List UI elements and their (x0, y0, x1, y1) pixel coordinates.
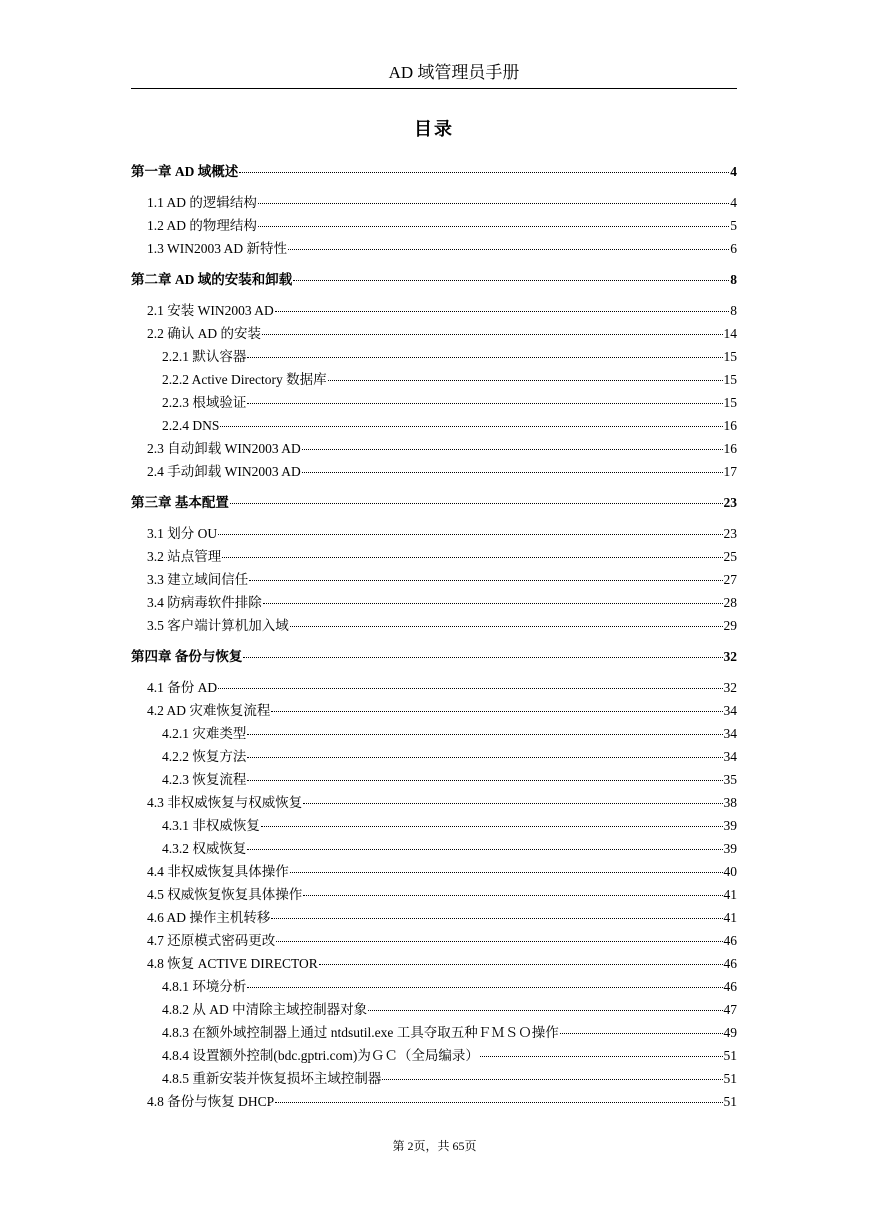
toc-page-number: 46 (723, 979, 737, 994)
toc-entry[interactable] (131, 1021, 737, 1044)
toc-page-number: 25 (723, 549, 737, 564)
toc-leader-dots (290, 625, 723, 627)
toc-leader-dots (303, 894, 722, 896)
toc-leader-dots (328, 379, 723, 381)
toc-entry[interactable] (131, 237, 737, 260)
toc-entry-title: 3.3 建立域间信任 (147, 572, 249, 587)
toc-entry-title: 3.2 站点管理 (147, 549, 222, 564)
toc-entry[interactable] (131, 1044, 737, 1067)
toc-leader-dots (218, 687, 722, 689)
toc-chapter-entry[interactable] (131, 160, 737, 183)
toc-leader-dots (560, 1032, 723, 1034)
toc-leader-dots (271, 917, 722, 919)
toc-entry[interactable] (131, 1067, 737, 1090)
toc-page-number: 6 (730, 241, 737, 256)
toc-page-number: 51 (723, 1048, 737, 1063)
toc-entry-title: 3.1 划分 OU (147, 526, 218, 541)
toc-page-number: 34 (723, 726, 737, 741)
toc-entry-title: 4.3.1 非权威恢复 (162, 818, 260, 833)
toc-leader-dots (243, 656, 722, 658)
toc-leader-dots (247, 848, 722, 850)
toc-page-number: 8 (730, 272, 737, 287)
toc-page-number: 32 (723, 649, 737, 664)
toc-page-number: 39 (723, 818, 737, 833)
toc-leader-dots (239, 171, 729, 173)
toc-page-number: 28 (723, 595, 737, 610)
toc-entry-title: 2.2.1 默认容器 (162, 349, 247, 364)
toc-page-number: 34 (723, 703, 737, 718)
toc-page-number: 51 (723, 1071, 737, 1086)
toc-entry-title: 1.2 AD 的物理结构 (147, 218, 257, 233)
toc-entry[interactable] (131, 460, 737, 483)
toc-leader-dots (275, 1101, 722, 1103)
toc-page-number: 17 (723, 464, 737, 479)
toc-entry-title: 2.2.3 根域验证 (162, 395, 247, 410)
toc-entry-title: 4.8 备份与恢复 DHCP (147, 1094, 275, 1109)
page-footer: 第 2页，共 65页 (392, 1139, 477, 1153)
toc-entry[interactable] (131, 837, 737, 860)
toc-page-number: 16 (723, 418, 737, 433)
toc-page-number: 46 (723, 933, 737, 948)
toc-entry-title: 3.4 防病毒软件排除 (147, 595, 262, 610)
toc-page-number: 5 (730, 218, 737, 233)
toc-entry-title: 4.2.1 灾难类型 (162, 726, 247, 741)
toc-entry[interactable] (131, 906, 737, 929)
toc-leader-dots (249, 579, 722, 581)
toc-leader-dots (247, 733, 722, 735)
toc-entry-title: 2.2 确认 AD 的安装 (147, 326, 261, 341)
toc-entry-title: 3.5 客户端计算机加入域 (147, 618, 289, 633)
toc-page-number: 39 (723, 841, 737, 856)
toc-entry[interactable] (131, 722, 737, 745)
toc-entry-title: 2.2.2 Active Directory 数据库 (162, 372, 327, 387)
toc-entry-title: 4.8.4 设置额外控制(bdc.gptri.com)为ＧＣ（全局编录） (162, 1048, 479, 1063)
toc-page-number: 41 (723, 887, 737, 902)
toc-leader-dots (302, 448, 723, 450)
toc-entry-title: 4.8.1 环境分析 (162, 979, 247, 994)
toc-page-number: 4 (730, 164, 737, 179)
toc-leader-dots (220, 425, 722, 427)
toc-entry-title: 4.4 非权威恢复具体操作 (147, 864, 289, 879)
toc-leader-dots (247, 356, 722, 358)
toc-leader-dots (261, 825, 723, 827)
toc-entry[interactable] (131, 998, 737, 1021)
toc-entry-title: 4.6 AD 操作主机转移 (147, 910, 271, 925)
toc-leader-dots (247, 402, 722, 404)
toc-entry[interactable] (131, 591, 737, 614)
toc-entry-title: 4.2.3 恢复流程 (162, 772, 247, 787)
toc-entry-title: 2.4 手动卸载 WIN2003 AD (147, 464, 301, 479)
toc-leader-dots (247, 779, 722, 781)
toc-leader-dots (218, 533, 722, 535)
toc-entry[interactable] (131, 345, 737, 368)
toc-entry-title: 4.7 还原模式密码更改 (147, 933, 276, 948)
toc-page-number: 38 (723, 795, 737, 810)
toc-page-number: 47 (723, 1002, 737, 1017)
toc-page-number: 15 (723, 372, 737, 387)
toc-entry-title: 4.1 备份 AD (147, 680, 218, 695)
toc-chapter-entry[interactable] (131, 268, 737, 291)
toc-leader-dots (276, 940, 722, 942)
toc-page-number: 15 (723, 395, 737, 410)
toc-entry[interactable] (131, 745, 737, 768)
toc-entry[interactable] (131, 975, 737, 998)
toc-title: 目录 (414, 119, 454, 139)
toc-leader-dots (382, 1078, 722, 1080)
toc-leader-dots (368, 1009, 722, 1011)
toc-leader-dots (319, 963, 723, 965)
toc-entry[interactable] (131, 568, 737, 591)
toc-page-number: 16 (723, 441, 737, 456)
toc-entry-title: 2.3 自动卸载 WIN2003 AD (147, 441, 301, 456)
toc-page-number: 27 (723, 572, 737, 587)
toc-page-number: 41 (723, 910, 737, 925)
toc-page-number: 14 (723, 326, 737, 341)
toc-entry-title: 4.8 恢复 ACTIVE DIRECTOR (147, 956, 318, 971)
toc-entry-title: 4.2 AD 灾难恢复流程 (147, 703, 271, 718)
toc-leader-dots (263, 602, 723, 604)
toc-entry[interactable] (131, 814, 737, 837)
toc-leader-dots (480, 1055, 723, 1057)
toc-entry-title: 4.8.3 在额外域控制器上通过 ntdsutil.exe 工具夺取五种ＦＭＳＯ操作 (162, 1025, 559, 1040)
toc-entry-title: 第三章 基本配置 (131, 495, 229, 510)
toc-leader-dots (288, 248, 729, 250)
toc-entry[interactable] (131, 614, 737, 637)
toc-page-number: 49 (723, 1025, 737, 1040)
toc-entry-title: 4.3.2 权威恢复 (162, 841, 247, 856)
toc-page-number: 46 (723, 956, 737, 971)
toc-entry[interactable] (131, 883, 737, 906)
toc-page-number: 15 (723, 349, 737, 364)
toc-entry[interactable] (131, 214, 737, 237)
toc-page-number: 4 (730, 195, 737, 210)
toc-page-number: 51 (723, 1094, 737, 1109)
toc-leader-dots (247, 986, 722, 988)
toc-entry-title: 1.1 AD 的逻辑结构 (147, 195, 257, 210)
toc-entry[interactable] (131, 768, 737, 791)
toc-entry-title: 4.3 非权威恢复与权威恢复 (147, 795, 303, 810)
toc-page-number: 34 (723, 749, 737, 764)
toc-entry[interactable] (131, 391, 737, 414)
page-header (131, 62, 737, 89)
toc-entry-title: 4.8.5 重新安装并恢复损坏主域控制器 (162, 1071, 382, 1086)
toc-entry[interactable] (131, 414, 737, 437)
toc-entry[interactable] (131, 929, 737, 952)
toc-leader-dots (302, 471, 723, 473)
toc-entry-title: 2.1 安装 WIN2003 AD (147, 303, 274, 318)
toc-entry-title: 第一章 AD 域概述 (131, 164, 239, 179)
toc-entry-title: 第二章 AD 域的安装和卸载 (131, 272, 293, 287)
toc-entry[interactable] (131, 791, 737, 814)
toc-entry[interactable] (131, 699, 737, 722)
toc-leader-dots (262, 333, 723, 335)
toc-chapter-entry[interactable] (131, 491, 737, 514)
toc-entry[interactable] (131, 860, 737, 883)
toc-page-number: 35 (723, 772, 737, 787)
toc-entry-title: 1.3 WIN2003 AD 新特性 (147, 241, 287, 256)
toc-page-number: 23 (723, 526, 737, 541)
toc-page-number: 23 (723, 495, 737, 510)
toc-leader-dots (303, 802, 722, 804)
toc-leader-dots (230, 502, 723, 504)
toc-leader-dots (290, 871, 723, 873)
toc-entry[interactable] (131, 368, 737, 391)
table-of-contents (131, 160, 737, 1113)
toc-entry[interactable] (131, 545, 737, 568)
toc-entry[interactable] (131, 299, 737, 322)
toc-entry[interactable] (131, 522, 737, 545)
toc-entry[interactable] (131, 322, 737, 345)
toc-page-number: 40 (723, 864, 737, 879)
toc-leader-dots (258, 225, 729, 227)
toc-page-number: 32 (723, 680, 737, 695)
toc-entry[interactable] (131, 676, 737, 699)
toc-entry-title: 4.2.2 恢复方法 (162, 749, 247, 764)
toc-leader-dots (271, 710, 722, 712)
toc-entry-title: 第四章 备份与恢复 (131, 649, 243, 664)
toc-leader-dots (258, 202, 729, 204)
toc-chapter-entry[interactable] (131, 645, 737, 668)
toc-entry[interactable] (131, 1090, 737, 1113)
toc-entry[interactable] (131, 952, 737, 975)
toc-entry-title: 4.8.2 从 AD 中清除主域控制器对象 (162, 1002, 368, 1017)
header-title: AD 域管理员手册 (388, 63, 520, 82)
toc-leader-dots (222, 556, 722, 558)
toc-page-number: 8 (730, 303, 737, 318)
toc-entry-title: 2.2.4 DNS (162, 418, 220, 433)
toc-leader-dots (275, 310, 730, 312)
toc-page-number: 29 (723, 618, 737, 633)
toc-leader-dots (293, 279, 729, 281)
toc-entry[interactable] (131, 191, 737, 214)
toc-entry-title: 4.5 权威恢复恢复具体操作 (147, 887, 303, 902)
toc-leader-dots (247, 756, 722, 758)
toc-entry[interactable] (131, 437, 737, 460)
